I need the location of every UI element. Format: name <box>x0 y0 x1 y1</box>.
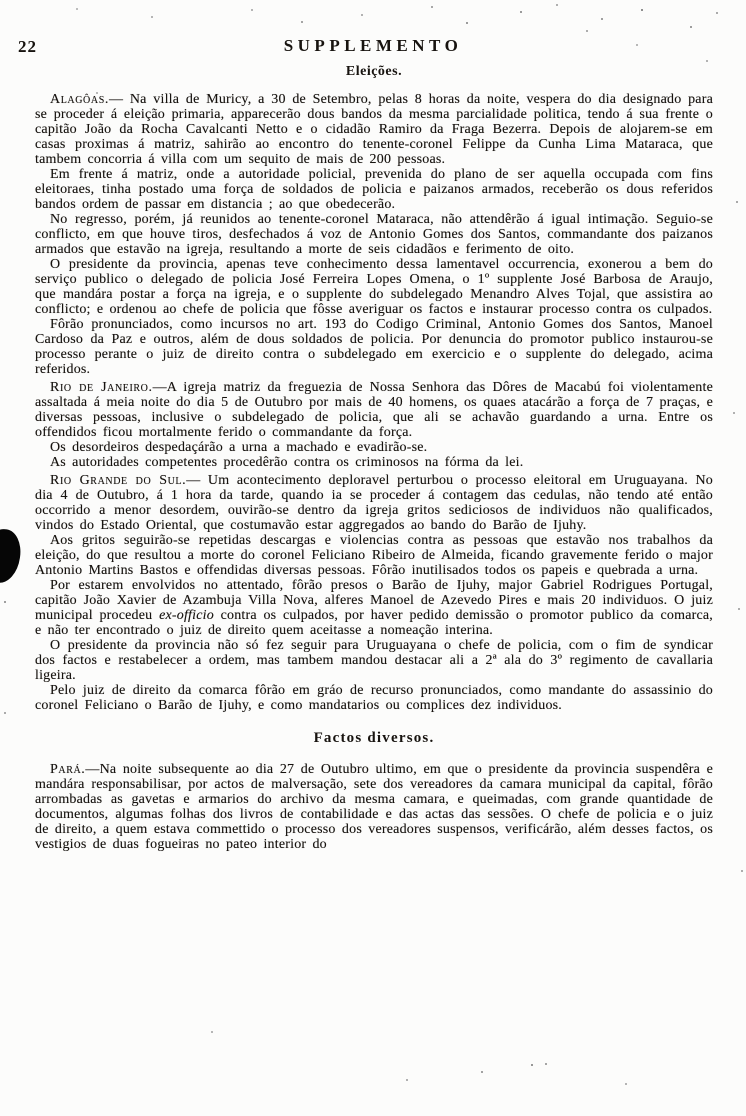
ink-blot-artifact <box>0 527 24 585</box>
article-paragraph-rio-grande-do-sul <box>35 473 713 533</box>
paragraph-text: Em frente á matriz, onde a autoridade policial, prevenida do plano de ser aquella occupada com fins eleitoraes, tinha postado uma força de soldados de policia e paizanos armados, receberão os dous referidos bandos ordem de passar em distancia ; ao que obedecerão. <box>35 167 713 212</box>
article-paragraph <box>35 440 713 455</box>
paragraph-text: Fôrão pronunciados, como incursos no art. 193 do Codigo Criminal, Antonio Gomes dos Santos, Manoel Cardoso da Paz e outros, além de dous soldados de policia. Por denuncia do promotor publico instaurou-se processo perante o juiz de direito contra o subdelegado em exercicio e o supplente do delegado, acima referidos. <box>35 317 713 377</box>
article-paragraph <box>35 257 713 317</box>
article-content <box>35 64 713 852</box>
article-paragraph <box>35 167 713 212</box>
paragraph-text: Pelo juiz de direito da comarca fôrão em gráo de recurso pronunciados, como mandante do assassinio do coronel Feliciano o Barão de Ijuhy, e como mandatarios ou complices dez individuos. <box>35 683 713 713</box>
scan-noise-specks <box>0 0 2 2</box>
article-paragraph-alagoas <box>35 92 713 167</box>
article-paragraph <box>35 533 713 578</box>
page-number: 22 <box>18 37 37 56</box>
province-label-alagoas: Alagôas. <box>50 92 109 107</box>
paragraph-text: contra os culpados, por haver pedido demissão o promotor publico da comarca, e não ter encontrado o juiz de direito quem aceitasse a nomeação interina. <box>35 608 713 638</box>
article-paragraph-rio-de-janeiro <box>35 380 713 440</box>
section-heading-eleicoes: Eleições. <box>345 64 403 79</box>
article-paragraph <box>35 455 713 470</box>
province-label-para: Pará. <box>50 762 86 777</box>
paragraph-text: — Na villa de Muricy, a 30 de Setembro, pelas 8 horas da noite, vespera do dia designado para se proceder á eleição primaria, apparecerão dous bandos da mesma parcialidade politica, tendo á sua frente o capitão João da Rocha Cavalcanti Netto e o cidadão Ramiro da Fraga Bezerra. Depois de alojarem-se em casas proximas á matriz, sahirão ao encontro do tenente-coronel Felippe da Cunha Lima Mataraca, que tambem concorria á villa com um sequito de mais de 200 pessoas. <box>35 92 713 167</box>
paragraph-text: —A igreja matriz da freguezia de Nossa Senhora das Dôres de Macabú foi violentamente assaltada á meia noite do dia 5 de Outubro por mais de 40 homens, os quaes atacárão a força de 7 praças, e diversas pessoas, inclusive o subdelegado de policia, que ali se achavão guardando a urna. Entre os offendidos ficou mortalmente ferido o commandante da força. <box>35 380 713 440</box>
paragraph-text: Por estarem envolvidos no attentado, fôrão presos o Barão de Ijuhy, major Gabriel Rodrigues Portugal, capitão João Xavier de Azambuja Villa Nova, alferes Manoel de Azevedo Pires e mais 20 individuos. O juiz municipal procedeu <box>35 578 713 623</box>
paragraph-italic-term: ex-officio <box>159 608 214 623</box>
paragraph-text: —Na noite subsequente ao dia 27 de Outubro ultimo, em que o presidente da provincia suspendêra e mandára responsabilisar, por actos de malversação, sete dos vereadores da camara municipal da capital, fôrão arrombadas as gavetas e armarios do archivo da mesma camara, e queimadas, com grande quantidade de documentos, algumas folhas dos livros de contabilidade e das actas das sessões. O chefe de policia e o juiz de direito, a quem estava commettido o processo dos vereadores suspensos, verificárão, além desses factos, os vestigios de duas fogueiras no pateo interior do <box>35 762 713 852</box>
paragraph-text: — Um acontecimento deploravel perturbou o processo eleitoral em Uruguayana. No dia 4 de Outubro, á 1 hora da tarde, quando ia se proceder á contagem das cedulas, não tendo até então occorrido a menor desordem, ouvirão-se dentro da igreja gritos sediciosos de individuos não qualificados, vindos do Estado Oriental, que costumavão estar aggregados ao bando do Barão de Ijuhy. <box>35 473 713 533</box>
article-paragraph <box>35 683 713 713</box>
paragraph-text: Os desordeiros despedaçárão a urna a machado e evadirão-se. <box>50 440 428 455</box>
province-label-rio-grande-do-sul: Rio Grande do Sul. <box>50 473 187 488</box>
section-heading-factos-diversos: Factos diversos. <box>313 730 435 746</box>
article-paragraph <box>35 317 713 377</box>
page-header <box>0 36 746 60</box>
province-label-rio-de-janeiro: Rio de Janeiro. <box>50 380 153 395</box>
masthead-title: SUPPLEMENTO <box>283 36 463 55</box>
article-paragraph <box>35 578 713 638</box>
paragraph-text: Aos gritos seguirão-se repetidas descargas e violencias contra as pessoas que estavão nos trabalhos da eleição, do que resultou a morte do coronel Feliciano Ribeiro de Almeida, ficando gravemente ferido o major Antonio Martins Bastos e offendidas diversas pessoas. Fôrão inutilisados todos os papeis e quebrada a urna. <box>35 533 713 578</box>
article-paragraph-para <box>35 762 713 852</box>
paragraph-text: As autoridades competentes procedêrão contra os criminosos na fórma da lei. <box>50 455 524 470</box>
paragraph-text: O presidente da provincia não só fez seguir para Uruguayana o chefe de policia, com o fim de syndicar dos factos e restabelecer a ordem, mas tambem mandou destacar ali a 2ª ala do 3º regimento de cavallaria ligeira. <box>35 638 713 683</box>
paragraph-text: O presidente da provincia, apenas teve conhecimento dessa lamentavel occurrencia, exonerou a bem do serviço publico o delegado de policia José Ferreira Lopes Omena, o 1º supplente José Barbosa de Araujo, que mandára postar a força na igreja, e o supplente do subdelegado Menandro Alves Tojal, que assistira ao conflicto; e ordenou ao chefe de policia que fôsse averiguar os factos e instaurar processo contra os culpados. <box>35 257 713 317</box>
article-paragraph <box>35 212 713 257</box>
article-paragraph <box>35 638 713 683</box>
paragraph-text: No regresso, porém, já reunidos ao tenente-coronel Mataraca, não attendêrão á igual intimação. Seguio-se conflicto, em que houve tiros, desfechados á voz de Antonio Gomes dos Santos, commandante dos paizanos armados que estavão na igreja, resultando a morte de seis cidadãos e ferimento de oito. <box>35 212 713 257</box>
